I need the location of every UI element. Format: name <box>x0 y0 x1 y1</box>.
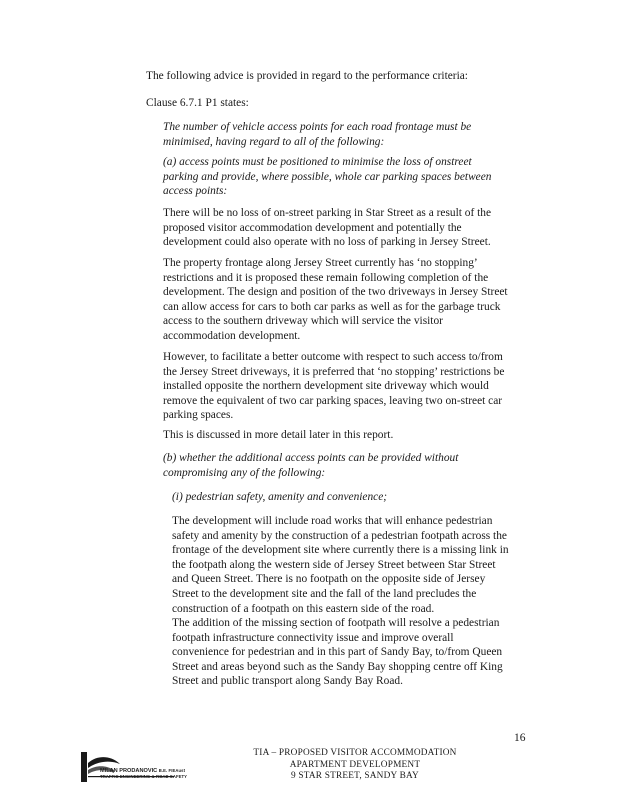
criteria-b: (b) whether the additional access points can be provided without compromising any of the following: <box>163 452 459 479</box>
logo-wordmark <box>100 768 187 780</box>
response-paragraph: This is discussed in more detail later in this report. <box>163 429 394 441</box>
logo-tagline: TRAFFIC ENGINEERING & ROAD SAFETY <box>100 774 188 779</box>
page-footer <box>200 748 510 783</box>
footer-subtitle: APARTMENT DEVELOPMENT <box>289 759 421 770</box>
intro-text: The following advice is provided in regard to the performance criteria: <box>146 70 468 82</box>
footer-title: TIA – PROPOSED VISITOR ACCOMMODATION <box>253 748 457 758</box>
clause-heading: Clause 6.7.1 P1 states: <box>146 97 249 109</box>
response-paragraph: There will be no loss of on-street parking in Star Street as a result of the proposed visitor accommodation development and potentially the development could also operate with no loss of parking in Jersey Street. <box>163 207 492 249</box>
response-paragraph: The addition of the missing section of footpath will resolve a pedestrian footpath infrastructure connectivity issue and improve overall convenience for pedestrian and in this part of Sandy Bay, to/from Queen Street and areas beyond such as the Sandy Bay shopping centre off King Street and public transport along Sandy Bay Road. <box>172 617 503 688</box>
response-paragraph: The development will include road works that will enhance pedestrian safety and amenity by the construction of a pedestrian footpath across the frontage of the development site where currently there is a missing link in the footpath along the western side of Jersey Street between Star Street and Queen Street. There is no footpath on the opposite side of Jersey Street to the development site and the fall of the land precludes the construction of a footpath on this eastern side of the road. <box>172 515 509 615</box>
response-paragraph: However, to facilitate a better outcome with respect to such access to/from the Jersey Street driveways, it is preferred that ‘no stopping’ restrictions be installed opposite the northern development site driveway which would remove the equivalent of two car parking spaces, leaving two on-street car parking spaces. <box>163 351 505 422</box>
footer-address: 9 STAR STREET, SANDY BAY <box>291 771 419 782</box>
logo-name: MILAN PRODANOVIC <box>100 768 158 774</box>
response-paragraph: The property frontage along Jersey Street currently has ‘no stopping’ restrictions and it is proposed these remain following completion of the development. The design and position of the two driveways in Jersey Street can allow access for cars to both car parks as well as for the garbage truck access to the southern driveway which will service the visitor accommodation development. <box>163 257 508 342</box>
criteria-quote: The number of vehicle access points for each road frontage must be minimised, having regard to all of the following: <box>163 121 472 148</box>
logo-suffix: B.E. FIEAust <box>158 768 186 773</box>
criteria-b-i: (i) pedestrian safety, amenity and convenience; <box>172 491 388 503</box>
criteria-a: (a) access points must be positioned to minimise the loss of onstreet parking and provide, where possible, whole car parking spaces between access points: <box>163 156 492 198</box>
page-number: 16 <box>514 732 526 744</box>
